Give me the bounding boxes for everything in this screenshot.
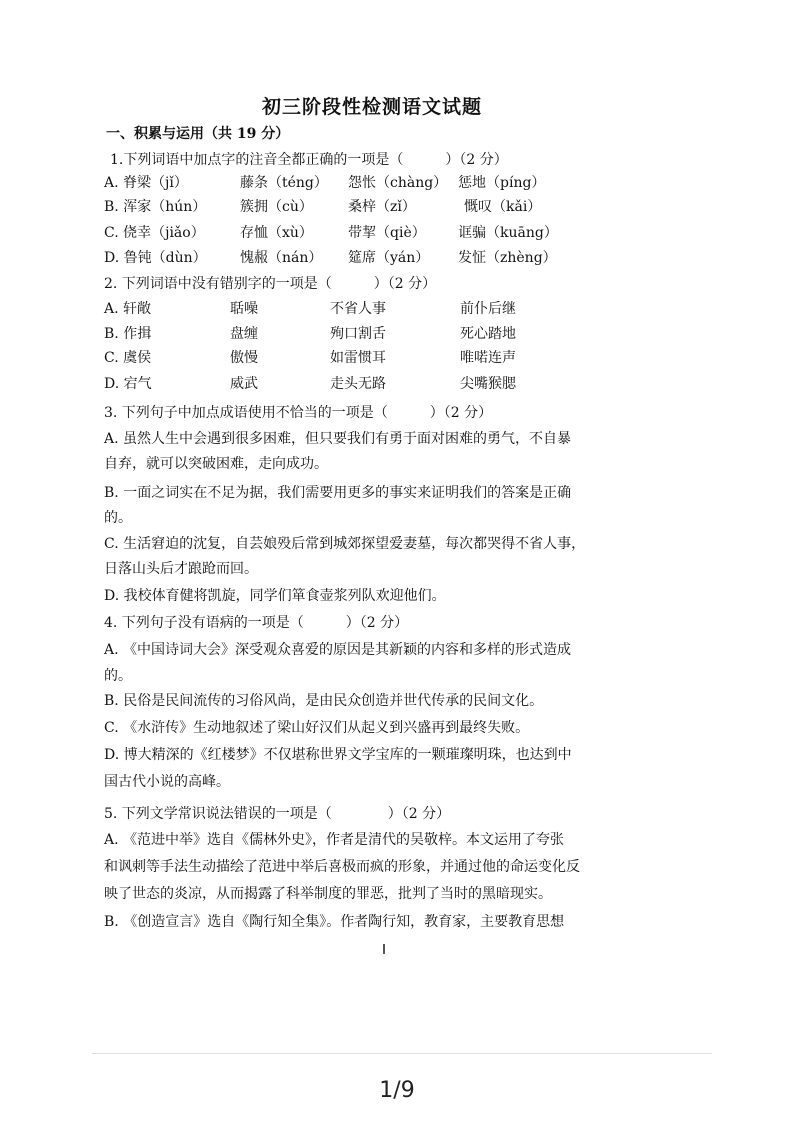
q3-line: 的。: [104, 510, 132, 526]
option-cell: D. 宕气: [104, 376, 152, 392]
page-number: 1/9: [379, 1078, 415, 1103]
q4-line: 国古代小说的高峰。: [104, 774, 230, 790]
option-cell: 不省人事: [330, 301, 386, 317]
option-cell: 愧赧（nán）: [240, 250, 323, 266]
option-cell: 慨叹（kǎi）: [464, 199, 542, 215]
option-cell: 走头无路: [330, 376, 386, 392]
scan-mark: [383, 944, 385, 954]
q4-line: C. 《水浒传》生动地叙述了梁山好汉们从起义到兴盛再到最终失败。: [104, 720, 530, 736]
option-cell: 威武: [230, 376, 258, 392]
scan-edge-line: [92, 1053, 712, 1054]
q3-line: 自弃，就可以突破困难，走向成功。: [104, 456, 328, 472]
q4-line: 的。: [104, 668, 132, 684]
q4-line: B. 民俗是民间流传的习俗风尚，是由民众创造并世代传承的民间文化。: [104, 693, 544, 709]
option-cell: 怨怅（chàng）: [348, 175, 448, 191]
option-cell: 殉口割舌: [330, 326, 386, 342]
option-cell: B. 作揖: [104, 326, 152, 342]
option-cell: C. 侥幸（jiǎo）: [104, 225, 205, 241]
section-heading: 一、积累与运用（共 19 分）: [106, 126, 290, 142]
option-cell: 诓骗（kuāng）: [458, 225, 558, 241]
option-cell: 发怔（zhèng）: [458, 250, 557, 266]
option-cell: 死心踏地: [460, 326, 516, 342]
q5-line: 和讽刺等手法生动描绘了范进中举后喜极而疯的形象，并通过他的命运变化反: [104, 859, 580, 875]
option-cell: D. 鲁钝（dùn）: [104, 250, 207, 266]
option-cell: C. 虞侯: [104, 350, 152, 366]
q3-line: A. 虽然人生中会遇到很多困难，但只要我们有勇于面对困难的勇气，不自暴: [104, 431, 572, 447]
q4-line: A. 《中国诗词大会》深受观众喜爱的原因是其新颖的内容和多样的形式造成: [104, 642, 572, 658]
option-cell: 聒噪: [230, 301, 258, 317]
option-cell: 惩地（píng）: [458, 175, 546, 191]
q3-line: C. 生活窘迫的沈复，自芸娘殁后常到城郊探望爱妻墓，每次都哭得不省人事，: [104, 536, 586, 552]
option-cell: A. 脊梁（jǐ）: [104, 175, 188, 191]
q3-line: 日落山头后才踉跄而回。: [104, 561, 258, 577]
option-cell: 盘缠: [230, 326, 258, 342]
option-cell: 如雷惯耳: [330, 350, 386, 366]
option-cell: 筵席（yán）: [348, 250, 430, 266]
question-3-stem: 3. 下列句子中加点成语使用不恰当的一项是（ ）（2 分）: [104, 405, 493, 421]
question-2-stem: 2. 下列词语中没有错别字的一项是（ ）（2 分）: [104, 276, 437, 292]
option-cell: 唯喏连声: [460, 350, 516, 366]
option-cell: B. 浑家（hún）: [104, 199, 207, 215]
q3-line: B. 一面之词实在不足为据，我们需要用更多的事实来证明我们的答案是正确: [104, 485, 572, 501]
q5-line: B. 《创造宣言》选自《陶行知全集》。作者陶行知，教育家，主要教育思想: [104, 914, 565, 930]
question-5-stem: 5. 下列文学常识说法错误的一项是（ ）（2 分）: [104, 806, 451, 822]
option-cell: 存恤（xù）: [240, 225, 313, 241]
option-cell: 带挈（qiè）: [348, 225, 426, 241]
q3-line: D. 我校体育健将凯旋，同学们箪食壶浆列队欢迎他们。: [104, 588, 446, 604]
option-cell: 前仆后继: [460, 301, 516, 317]
option-cell: 桑梓（zǐ）: [348, 199, 416, 215]
question-1-stem: 1.下列词语中加点字的注音全都正确的一项是（ ）（2 分）: [110, 152, 508, 168]
q5-line: 映了世态的炎凉，从而揭露了科举制度的罪恶，批判了当时的黑暗现实。: [104, 886, 552, 902]
question-4-stem: 4. 下列句子没有语病的一项是（ ）（2 分）: [104, 615, 409, 631]
option-cell: A. 轩敞: [104, 301, 152, 317]
page-title: 初三阶段性检测语文试题: [262, 96, 483, 118]
option-cell: 簇拥（cù）: [240, 199, 313, 215]
option-cell: 藤条（téng）: [240, 175, 328, 191]
q4-line: D. 博大精深的《红楼梦》不仅堪称世界文学宝库的一颗璀璨明珠，也达到中: [104, 747, 572, 763]
q5-line: A. 《范进中举》选自《儒林外史》，作者是清代的吴敬梓。本文运用了夸张: [104, 832, 565, 848]
option-cell: 尖嘴猴腮: [460, 376, 516, 392]
option-cell: 傲慢: [230, 350, 258, 366]
